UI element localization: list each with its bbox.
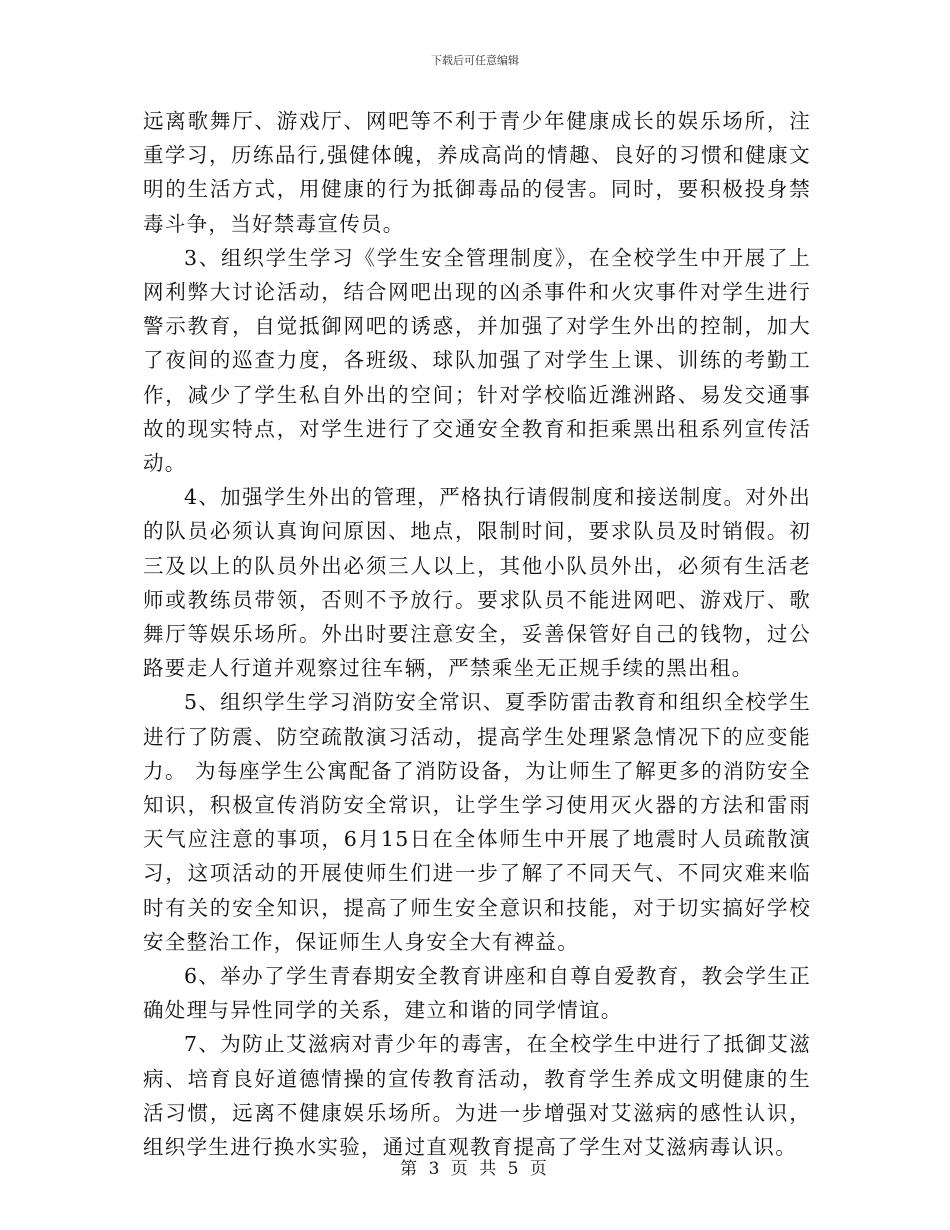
- paragraph-item-4: 4、加强学生外出的管理，严格执行请假制度和接送制度。对外出的队员必须认真询问原因、地点，限制时间，要求队员及时销假。初三及以上的队员外出必须三人以上，其他小队员外出，必须有生活老师或教练员带领，否则不予放行。要求队员不能进网吧、游戏厅、歌舞厅等娱乐场所。外出时要注意安全，妥善保管好自己的钱物，过公路要走人行道并观察过往车辆，严禁乘坐无正规手续的黑出租。: [143, 485, 811, 681]
- paragraph-item-6: 6、举办了学生青春期安全教育讲座和自尊自爱教育，教会学生正确处理与异性同学的关系，建立和谐的同学情谊。: [143, 964, 811, 1023]
- document-body: [143, 104, 811, 1164]
- paragraph-continuation: 远离歌舞厅、游戏厅、网吧等不利于青少年健康成长的娱乐场所，注重学习，历练品行,强健体魄，养成高尚的情趣、良好的习惯和健康文明的生活方式，用健康的行为抵御毒品的侵害。同时，要积极投身禁毒斗争，当好禁毒宣传员。: [143, 109, 811, 236]
- paragraph-item-3: 3、组织学生学习《学生安全管理制度》，在全校学生中开展了上网利弊大讨论活动，结合网吧出现的凶杀事件和火灾事件对学生进行警示教育，自觉抵御网吧的诱惑，并加强了对学生外出的控制，加大了夜间的巡查力度，各班级、球队加强了对学生上课、训练的考勤工作，减少了学生私自外出的空间；针对学校临近潍洲路、易发交通事故的现实特点，对学生进行了交通安全教育和拒乘黑出租系列宣传活动。: [143, 245, 811, 476]
- page-number-footer: 第 3 页 共 5 页: [400, 1159, 550, 1179]
- page-header: 下载后可任意编辑: [431, 54, 519, 67]
- paragraph-item-5: 5、组织学生学习消防安全常识、夏季防雷击教育和组织全校学生进行了防震、防空疏散演习活动，提高学生处理紧急情况下的应变能力。 为每座学生公寓配备了消防设备，为让师生了解更多的消防安全知识，积极宣传消防安全常识，让学生学习使用灭火器的方法和雷雨天气应注意的事项，6月15日在全体师生中开展了地震时人员疏散演习，这项活动的开展使师生们进一步了解了不同天气、不同灾难来临时有关的安全知识，提高了师生安全意识和技能，对于切实搞好学校安全整治工作，保证师生人身安全大有裨益。: [143, 690, 811, 954]
- paragraph-item-7: 7、为防止艾滋病对青少年的毒害，在全校学生中进行了抵御艾滋病、培育良好道德情操的宣传教育活动，教育学生养成文明健康的生活习惯，远离不健康娱乐场所。为进一步增强对艾滋病的感性认识，组织学生进行换水实验，通过直观教育提高了学生对艾滋病毒认识。: [143, 1032, 811, 1160]
